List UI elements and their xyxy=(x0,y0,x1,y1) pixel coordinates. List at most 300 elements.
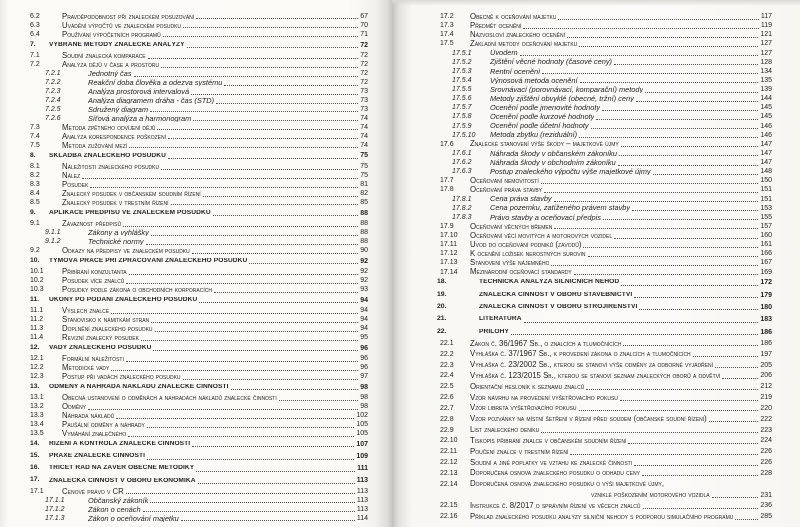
entry-title: Odměny xyxy=(62,403,87,411)
entry-title: Zákon o cenách xyxy=(88,505,141,514)
entry-number: 22.2 xyxy=(440,350,454,358)
page-number: 161 xyxy=(760,241,772,249)
page-number: 153 xyxy=(760,204,772,212)
toc-section xyxy=(0,30,392,39)
entry-title: Náhrada nákladů xyxy=(62,412,115,420)
leader-dots xyxy=(191,94,358,95)
leader-dots xyxy=(224,85,358,86)
leader-dots xyxy=(551,265,758,266)
page-number: 155 xyxy=(760,213,772,221)
entry-title: Analýza korespondence poškození xyxy=(62,132,166,141)
leader-dots xyxy=(544,192,758,193)
page-number: 145 xyxy=(760,104,772,112)
entry-number: 10.2 xyxy=(30,277,44,285)
leader-dots xyxy=(192,446,354,447)
leader-dots xyxy=(153,350,358,351)
page-number: 172 xyxy=(760,279,772,287)
entry-title: Cena práva stavby xyxy=(490,195,552,203)
leader-dots xyxy=(216,103,358,104)
entry-number: 9.1 xyxy=(30,220,40,228)
page-number: 114 xyxy=(356,514,368,522)
page-number: 82 xyxy=(360,190,368,197)
page-number: 73 xyxy=(360,105,368,113)
leader-dots xyxy=(632,210,758,211)
page-number: 224 xyxy=(760,437,772,445)
entry-title: Ocenění podle účetní hodnoty xyxy=(490,122,589,130)
entry-title: VYBRANÉ METODY ZNALECKÉ ANALÝZY xyxy=(49,41,185,48)
page-number: 88 xyxy=(360,238,368,246)
entry-number: 13.3 xyxy=(30,412,44,420)
entry-title: Oceňování věcných břemen xyxy=(470,222,553,231)
toc-section xyxy=(0,180,392,189)
leader-dots xyxy=(192,253,358,254)
entry-number: 7.2 xyxy=(30,61,40,69)
entry-number: 22.16 xyxy=(440,513,458,521)
leader-dots xyxy=(168,138,358,139)
page-number: 147 xyxy=(760,140,772,148)
toc-section xyxy=(0,393,392,402)
toc-section xyxy=(392,414,800,425)
leader-dots xyxy=(621,285,758,286)
toc-subsection xyxy=(392,158,800,167)
page-number: 186 xyxy=(760,328,772,336)
toc-section xyxy=(0,429,392,438)
leader-dots xyxy=(619,155,758,156)
leader-dots xyxy=(141,340,358,341)
entry-number: 7.4 xyxy=(30,132,40,140)
leader-dots xyxy=(542,73,758,74)
entry-number: 12.1 xyxy=(30,355,44,363)
entry-number: 17.5.4 xyxy=(452,76,472,84)
entry-title: Poučení znalce v trestním řízení xyxy=(470,447,569,456)
entry-title: Znalecký posudek v trestním řízení xyxy=(62,198,169,207)
entry-number: 21. xyxy=(437,315,447,323)
page-number: 197 xyxy=(760,350,772,358)
leader-dots xyxy=(88,409,358,410)
leader-dots xyxy=(579,410,759,411)
entry-title: Uvádění výpočtů ve znaleckém posudku xyxy=(62,21,182,30)
leader-dots xyxy=(591,128,759,129)
toc-subsection xyxy=(392,204,800,213)
toc-section xyxy=(392,370,800,381)
page-number: 206 xyxy=(760,372,772,380)
entry-number: 17. xyxy=(30,476,40,484)
toc-section xyxy=(0,189,392,198)
leader-dots xyxy=(623,345,758,346)
entry-title: Úvodem xyxy=(490,49,518,57)
page-number: 75 xyxy=(360,152,368,160)
entry-title: Zákon č. 36/1967 Sb., o znalcích a tlumočnících xyxy=(470,339,622,348)
leader-dots xyxy=(196,471,355,472)
toc-section xyxy=(0,198,392,207)
entry-number: 17.5.5 xyxy=(452,86,472,94)
page-number: 236 xyxy=(760,502,772,510)
page-number: 226 xyxy=(760,448,772,456)
toc-section xyxy=(0,487,392,496)
entry-title: Oceňování nemovitostí xyxy=(470,176,539,185)
page-number: 151 xyxy=(760,195,772,203)
page-number: 90 xyxy=(360,247,368,255)
page-number: 285 xyxy=(760,513,772,521)
entry-title: Postup při vadách znaleckého posudku xyxy=(62,372,181,381)
leader-dots xyxy=(129,274,359,275)
leader-dots xyxy=(155,331,359,332)
leader-dots xyxy=(111,313,358,314)
toc-section xyxy=(392,425,800,436)
toc-section xyxy=(392,457,800,468)
entry-title: Příklad znaleckého posudku analýzy silniční nehody s podporou simulačního programu xyxy=(470,512,734,521)
leader-dots xyxy=(634,297,758,298)
entry-title: Paušální odměny a náhrady xyxy=(62,421,145,429)
entry-number: 10. xyxy=(30,256,40,264)
entry-number: 11.3 xyxy=(30,325,44,333)
entry-number: 17.5.3 xyxy=(452,67,472,75)
page-number: 98 xyxy=(360,383,368,391)
leader-dots xyxy=(214,292,358,293)
entry-title: Vymáhání znalečného xyxy=(62,430,127,438)
page-number: 96 xyxy=(360,344,368,352)
leader-dots xyxy=(574,274,759,275)
leader-dots xyxy=(147,427,354,428)
toc-section xyxy=(0,402,392,411)
toc-section xyxy=(0,171,392,180)
entry-title: Sdružený diagram xyxy=(88,105,148,114)
leader-dots xyxy=(642,475,758,476)
page-number: 107 xyxy=(356,440,368,448)
toc-subsection xyxy=(392,131,800,140)
toc-subsection xyxy=(392,195,800,204)
page-number: 75 xyxy=(360,163,368,171)
entry-title: Oceňování věcí movitých a motorových vozidel xyxy=(470,231,613,240)
toc-subsection xyxy=(392,149,800,158)
leader-dots xyxy=(541,432,758,433)
leader-dots xyxy=(618,165,759,166)
entry-number: 9.1.2 xyxy=(45,238,61,246)
toc-section-continuation xyxy=(392,490,800,501)
page-number: 74 xyxy=(360,141,368,149)
leader-dots xyxy=(570,454,758,455)
entry-title: Posudek více znalců xyxy=(62,276,125,285)
page-number: 70 xyxy=(360,21,368,29)
toc-section xyxy=(392,12,800,21)
page-number: 96 xyxy=(360,355,368,363)
toc-chapter xyxy=(0,342,392,354)
leader-dots xyxy=(183,379,359,380)
page-number: 94 xyxy=(360,316,368,324)
page-number: 73 xyxy=(360,97,368,104)
entry-number: 22.8 xyxy=(440,415,454,423)
leader-dots xyxy=(279,400,358,401)
leader-dots xyxy=(603,219,758,220)
leader-dots xyxy=(150,502,354,503)
leader-dots xyxy=(161,169,358,170)
entry-title: Závaznost předpisů xyxy=(62,219,122,228)
toc-chapter xyxy=(392,277,800,289)
leader-dots xyxy=(735,519,758,520)
entry-number: 17.11 xyxy=(440,241,457,249)
entry-title: SKLADBA ZNALECKÉHO POSUDKU xyxy=(49,152,167,159)
entry-number: 17.1.2 xyxy=(45,505,65,513)
entry-title: ŘÍZENÍ A KONTROLA ZNALECKÉ ČINNOSTI xyxy=(49,441,191,448)
leader-dots xyxy=(193,120,358,121)
page-number: 71 xyxy=(360,30,368,38)
toc-section xyxy=(0,267,392,276)
entry-number: 19. xyxy=(437,290,447,298)
page-number: 135 xyxy=(760,76,772,84)
entry-number: 17.5 xyxy=(440,40,454,48)
page-number: 226 xyxy=(760,459,772,467)
entry-title: Doporučená osnova znaleckého posudku o výši majetkové újmy, xyxy=(470,480,665,489)
entry-title: Zákon o oceňování majetku xyxy=(88,514,179,523)
toc-subsection xyxy=(0,78,392,87)
entry-title: APLIKACE PŘEDPISŮ VE ZNALECKÉM POSUDKU xyxy=(49,209,211,216)
page-number: 72 xyxy=(360,70,368,78)
leader-dots xyxy=(82,178,358,179)
entry-number: 9.2 xyxy=(30,247,40,255)
leader-dots xyxy=(520,55,759,56)
entry-title: Mezinárodní oceňovací standardy xyxy=(470,268,572,276)
leader-dots xyxy=(249,263,358,264)
entry-number: 8.3 xyxy=(30,181,40,189)
leader-dots xyxy=(90,187,358,188)
entry-number: 17.1 xyxy=(30,487,44,495)
entry-number: 12.3 xyxy=(30,373,44,381)
entry-title: Technické normy xyxy=(88,237,144,246)
page-number: 220 xyxy=(760,404,772,412)
entry-title: LITERATURA xyxy=(479,316,522,323)
toc-section xyxy=(0,306,392,315)
leader-dots xyxy=(541,183,759,184)
entry-number: 17.8 xyxy=(440,186,454,194)
page-number: 169 xyxy=(760,268,772,276)
leader-dots xyxy=(596,119,758,120)
entry-number: 7.5 xyxy=(30,141,40,149)
toc-section xyxy=(0,246,392,255)
entry-number: 17.1.1 xyxy=(45,496,65,504)
entry-number: 12.2 xyxy=(30,364,44,372)
leader-dots xyxy=(554,228,758,229)
toc-section xyxy=(0,60,392,69)
leader-dots xyxy=(111,370,358,371)
entry-number: 18. xyxy=(437,278,447,286)
entry-title: Posudek xyxy=(62,180,89,189)
toc-subsection xyxy=(0,514,392,523)
toc-section xyxy=(392,185,800,194)
entry-number: 17.5.9 xyxy=(452,122,472,130)
page-number: 205 xyxy=(760,361,772,369)
entry-number: 11.4 xyxy=(30,334,44,342)
entry-number: 17.13 xyxy=(440,259,458,267)
leader-dots xyxy=(143,511,355,512)
entry-number: 7. xyxy=(30,40,36,48)
page-number: 146 xyxy=(760,131,772,139)
page-number: 113 xyxy=(356,477,368,485)
entry-title: Doporučená osnova znaleckého posudku o odhadu ceny xyxy=(470,469,640,478)
page-number: 92 xyxy=(360,257,368,265)
entry-number: 7.2.6 xyxy=(45,114,61,122)
toc-chapter xyxy=(0,438,392,450)
toc-chapter xyxy=(392,314,800,326)
page-number: 117 xyxy=(760,13,772,21)
entry-number: 22.12 xyxy=(440,459,458,467)
entry-title: Cenové právo v ČR xyxy=(62,487,124,496)
page-number: 223 xyxy=(760,426,772,434)
page-number: 219 xyxy=(760,394,772,402)
entry-number: 22.14 xyxy=(440,480,458,488)
page-number: 212 xyxy=(760,383,772,391)
leader-dots xyxy=(187,47,359,48)
entry-title: Výslech znalce xyxy=(62,306,110,315)
entry-number: 6.2 xyxy=(30,12,40,20)
entry-title: Ocenění podle kurzové hodnoty xyxy=(490,113,595,121)
entry-number: 22. xyxy=(437,327,447,335)
toc-section xyxy=(0,219,392,228)
right-page xyxy=(392,0,800,527)
entry-title: Stanovení výše nájemného xyxy=(470,259,550,267)
page-number: 231 xyxy=(760,491,772,499)
entry-title: Používání výpočetních programů xyxy=(62,30,161,39)
toc-section xyxy=(0,363,392,372)
toc-subsection xyxy=(392,58,800,67)
toc-section xyxy=(0,51,392,60)
leader-dots xyxy=(126,361,358,362)
toc-chapter xyxy=(0,150,392,162)
entry-title: ZNALECKÁ ČINNOST V OBORU STAVEBNICTVÍ xyxy=(479,291,633,298)
entry-title: ZNALECKÁ ČINNOST V OBORU STROJÍRENSTVÍ xyxy=(479,304,638,311)
entry-number: 11.2 xyxy=(30,316,44,324)
entry-title: Oceňování práva stavby xyxy=(470,186,543,194)
entry-title: Zákony a vyhlášky xyxy=(88,228,149,237)
leader-dots xyxy=(163,36,358,37)
entry-title: Soudní a jiné poplatky ve vztahu ke znalecké činnosti xyxy=(470,458,633,467)
toc-chapter xyxy=(0,294,392,306)
leader-dots xyxy=(168,158,358,159)
toc-section xyxy=(392,176,800,185)
entry-title: Výnosová metoda ocenění xyxy=(490,76,578,85)
leader-dots xyxy=(583,247,758,248)
toc-section xyxy=(392,39,800,48)
toc-subsection xyxy=(392,103,800,112)
toc-section xyxy=(392,240,800,249)
entry-number: 17.9 xyxy=(440,222,454,230)
entry-number: 7.2.3 xyxy=(45,88,61,96)
leader-dots xyxy=(183,27,358,28)
entry-number: 17.5.6 xyxy=(452,95,472,103)
entry-number: 10.3 xyxy=(30,286,44,294)
page-number: 128 xyxy=(760,58,772,66)
toc-section xyxy=(0,333,392,342)
entry-number: 17.8.3 xyxy=(452,213,472,221)
entry-number: 11.1 xyxy=(30,307,44,315)
entry-title: VADY ZNALECKÉHO POSUDKU xyxy=(49,345,152,351)
toc-section xyxy=(392,249,800,258)
leader-dots xyxy=(693,356,759,357)
entry-number: 7.2.5 xyxy=(45,105,61,113)
toc-section xyxy=(392,338,800,349)
entry-number: 17.10 xyxy=(440,232,458,240)
toc-subsection xyxy=(392,213,800,222)
toc-section xyxy=(392,446,800,457)
entry-title: Pravděpodobnost při znaleckém posuzování xyxy=(62,12,195,21)
toc-chapter xyxy=(0,207,392,219)
entry-number: 8.4 xyxy=(30,190,40,197)
page-number: 95 xyxy=(360,334,368,342)
toc-subsection xyxy=(392,167,800,176)
entry-number: 10.1 xyxy=(30,268,44,276)
page-number: 105 xyxy=(356,430,368,438)
toc-chapter xyxy=(392,326,800,338)
leader-dots xyxy=(614,238,758,239)
entry-title: Předmět ocenění xyxy=(470,21,522,30)
page-number: 167 xyxy=(760,259,772,267)
entry-number: 7.3 xyxy=(30,123,40,131)
page-number: 180 xyxy=(760,303,772,311)
toc-subsection xyxy=(0,96,392,105)
entry-title: PŘÍLOHY xyxy=(479,328,510,335)
entry-title: Rentní ocenění xyxy=(490,67,541,76)
entry-number: 13.1 xyxy=(30,394,44,402)
entry-number: 17.6.2 xyxy=(452,159,472,167)
leader-dots xyxy=(147,459,354,460)
entry-title: Formální náležitosti xyxy=(62,354,124,363)
toc-section xyxy=(0,420,392,429)
toc-section xyxy=(392,435,800,446)
leader-dots xyxy=(558,19,758,20)
entry-title: Odkazy na předpisy ve znaleckém posudku xyxy=(62,246,190,255)
leader-dots xyxy=(198,483,355,484)
leader-dots xyxy=(554,201,759,202)
entry-number: 13.5 xyxy=(30,430,44,438)
entry-number: 20. xyxy=(437,303,447,310)
toc-section xyxy=(0,315,392,324)
page-number: 74 xyxy=(360,123,368,131)
toc-subsection xyxy=(392,122,800,131)
page-number: 146 xyxy=(760,122,772,130)
entry-title: Občanský zákoník xyxy=(88,496,149,505)
table-of-contents-appendices xyxy=(392,338,800,522)
toc-chapter xyxy=(0,451,392,463)
entry-title: Obecná ustanovení o odměnách a náhradách nákladů znalecké činnosti xyxy=(62,394,277,402)
toc-section xyxy=(0,354,392,363)
entry-title: TÝMOVÁ PRÁCE PŘI ZPRACOVÁNÍ ZNALECKÉHO POSUDKU xyxy=(49,257,248,264)
leader-dots xyxy=(639,309,758,310)
toc-section xyxy=(392,258,800,267)
page-number: 166 xyxy=(760,250,772,258)
entry-number: 6.3 xyxy=(30,21,40,29)
entry-title: Instrukce č. 8/2017 o správním řízení ve věcech znalců xyxy=(470,501,641,510)
entry-number: 17.5.8 xyxy=(452,113,472,121)
entry-number: 17.6 xyxy=(440,140,454,148)
leader-dots xyxy=(203,196,359,197)
page-number: 72 xyxy=(360,79,368,87)
leader-dots xyxy=(653,174,759,175)
entry-number: 17.8.2 xyxy=(452,204,472,212)
toc-section xyxy=(392,222,800,231)
entry-title: Vyhláška č. 23/2002 Sb., kterou se stanoví výše odměny za odborné vyjádření xyxy=(470,361,714,369)
toc-subsection xyxy=(0,237,392,246)
toc-section xyxy=(392,381,800,392)
leader-dots xyxy=(524,322,759,323)
leader-dots xyxy=(602,110,758,111)
entry-title: Vzor návrhu na provedení vyšetřovacího pokusu xyxy=(470,393,618,402)
leader-dots xyxy=(123,226,358,227)
page-number: 119 xyxy=(760,22,772,30)
toc-subsection xyxy=(0,505,392,514)
page-number: 134 xyxy=(760,67,772,75)
toc-section xyxy=(392,268,800,277)
toc-chapter xyxy=(0,463,392,475)
leader-dots xyxy=(580,82,759,83)
